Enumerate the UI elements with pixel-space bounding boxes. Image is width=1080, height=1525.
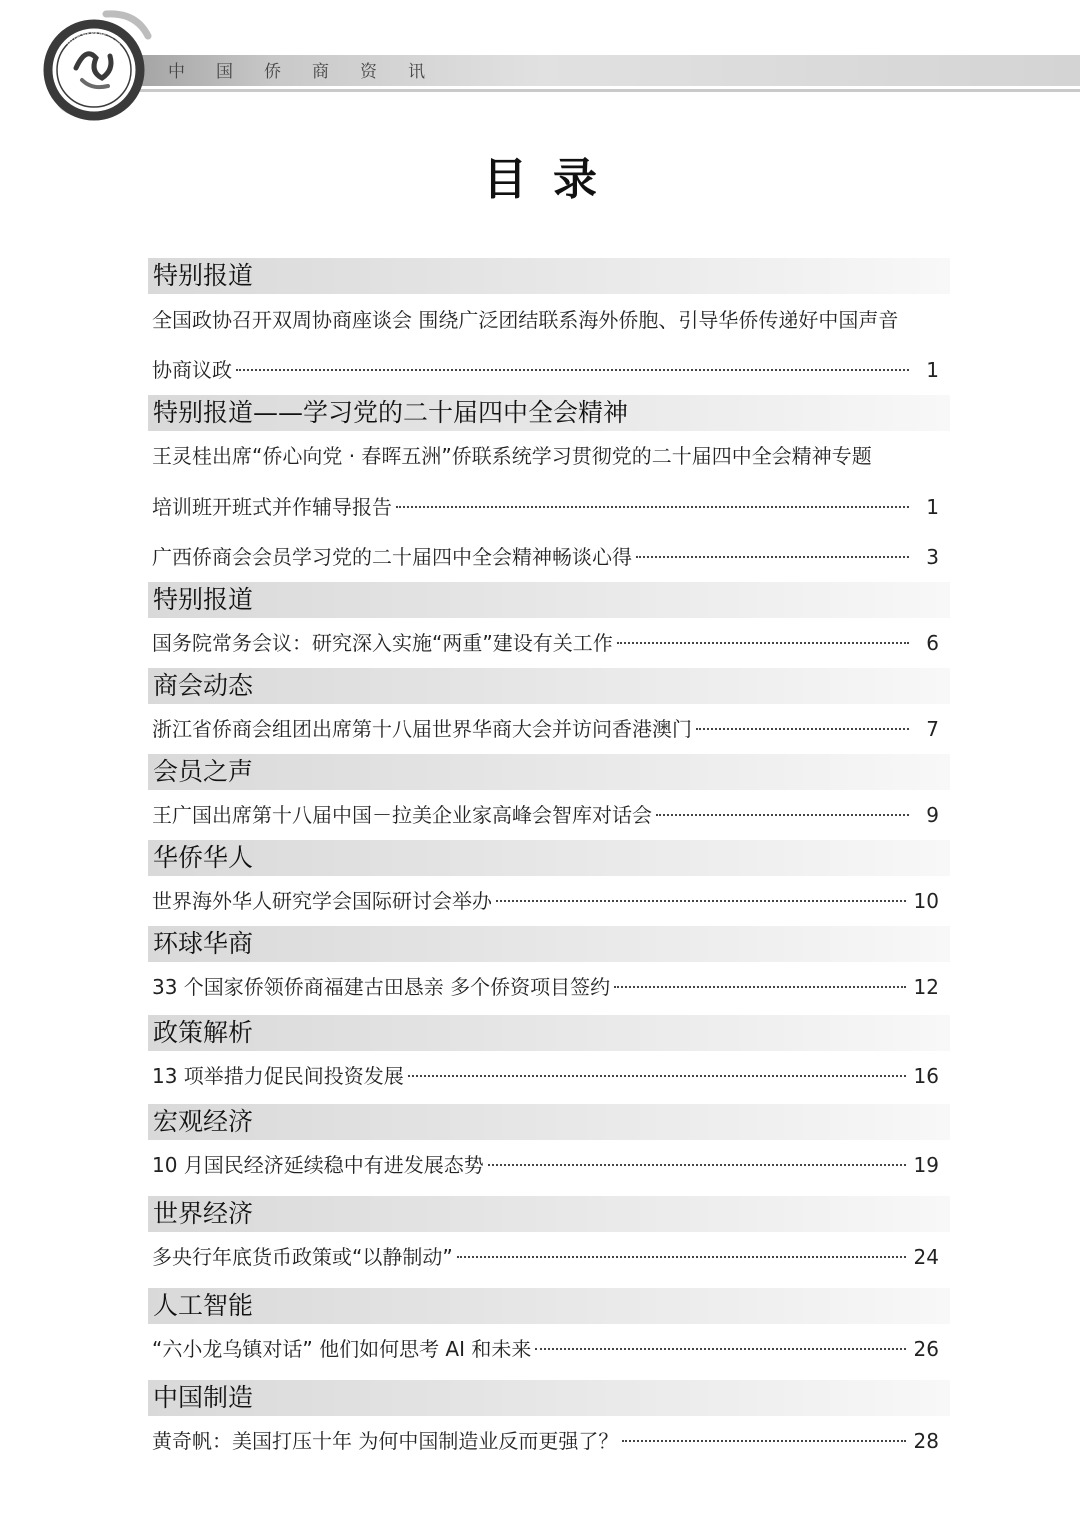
section-heading: 中国制造 [148, 1380, 950, 1416]
toc-entry-line[interactable]: 王灵桂出席“侨心向党 · 春晖五洲”侨联系统学习贯彻党的二十届四中全会精神专题 [152, 444, 872, 468]
dot-leader [488, 1163, 906, 1166]
toc-entry[interactable]: 浙江省侨商会组团出席第十八届世界华商大会并访问香港澳门 7 [152, 714, 939, 744]
toc-entry-last-line[interactable]: 协商议政 1 [152, 355, 939, 385]
dot-leader [236, 368, 909, 371]
toc-entry[interactable]: “六小龙乌镇对话” 他们如何思考 AI 和未来 26 [152, 1334, 939, 1364]
section-heading: 特别报道 [148, 582, 950, 618]
dot-leader [696, 727, 909, 730]
page-number: 24 [913, 1245, 939, 1269]
section-heading: 特别报道 [148, 258, 950, 294]
toc-entry[interactable]: 多央行年底货币政策或“以静制动” 24 [152, 1242, 939, 1272]
dot-leader [622, 1439, 905, 1442]
page-number: 28 [913, 1429, 939, 1453]
toc-entry[interactable]: 13 项举措力促民间投资发展 16 [152, 1061, 939, 1091]
dot-leader [614, 985, 905, 988]
dot-leader [457, 1255, 906, 1258]
toc-entry[interactable]: 广西侨商会会员学习党的二十届四中全会精神畅谈心得 3 [152, 542, 939, 572]
page-number: 10 [913, 889, 939, 913]
toc-entry[interactable]: 10 月国民经济延续稳中有进发展态势 19 [152, 1150, 939, 1180]
dot-leader [535, 1347, 905, 1350]
page-number: 1 [926, 358, 939, 382]
section-heading: 华侨华人 [148, 840, 950, 876]
toc-entry[interactable]: 33 个国家侨领侨商福建古田恳亲 多个侨资项目签约 12 [152, 972, 939, 1002]
page-number: 26 [913, 1337, 939, 1361]
toc-entry[interactable]: 王广国出席第十八届中国－拉美企业家高峰会智库对话会 9 [152, 800, 939, 830]
logo-icon [36, 6, 156, 121]
page-number: 1 [926, 495, 939, 519]
toc-entry-line[interactable]: 全国政协召开双周协商座谈会 围绕广泛团结联系海外侨胞、引导华侨传递好中国声音 [152, 308, 899, 332]
section-heading: 人工智能 [148, 1288, 950, 1324]
page-number: 19 [913, 1153, 939, 1177]
dot-leader [617, 641, 909, 644]
page-number: 7 [926, 717, 939, 741]
section-heading: 环球华商 [148, 926, 950, 962]
dot-leader [496, 899, 906, 902]
header-title: 中国侨商资讯 [168, 62, 456, 82]
section-heading: 世界经济 [148, 1196, 950, 1232]
page-number: 9 [926, 803, 939, 827]
dot-leader [636, 555, 909, 558]
toc-entry[interactable]: 国务院常务会议：研究深入实施“两重”建设有关工作 6 [152, 628, 939, 658]
toc-entry[interactable]: 黄奇帆：美国打压十年 为何中国制造业反而更强了？ 28 [152, 1426, 939, 1456]
toc-entry[interactable]: 世界海外华人研究学会国际研讨会举办 10 [152, 886, 939, 916]
section-heading: 商会动态 [148, 668, 950, 704]
dot-leader [396, 505, 909, 508]
page-number: 3 [926, 545, 939, 569]
page-number: 6 [926, 631, 939, 655]
toc-entry-last-line[interactable]: 培训班开班式并作辅导报告 1 [152, 492, 939, 522]
page-number: 12 [913, 975, 939, 999]
header-rule [130, 89, 1080, 92]
dot-leader [656, 813, 909, 816]
section-heading: 宏观经济 [148, 1104, 950, 1140]
page-number: 16 [913, 1064, 939, 1088]
section-heading: 特别报道——学习党的二十届四中全会精神 [148, 395, 950, 431]
section-heading: 政策解析 [148, 1015, 950, 1051]
logo-text: 中国侨商联合会 [64, 29, 124, 49]
section-heading: 会员之声 [148, 754, 950, 790]
dot-leader [408, 1074, 906, 1077]
page-title: 目录 [483, 154, 623, 205]
